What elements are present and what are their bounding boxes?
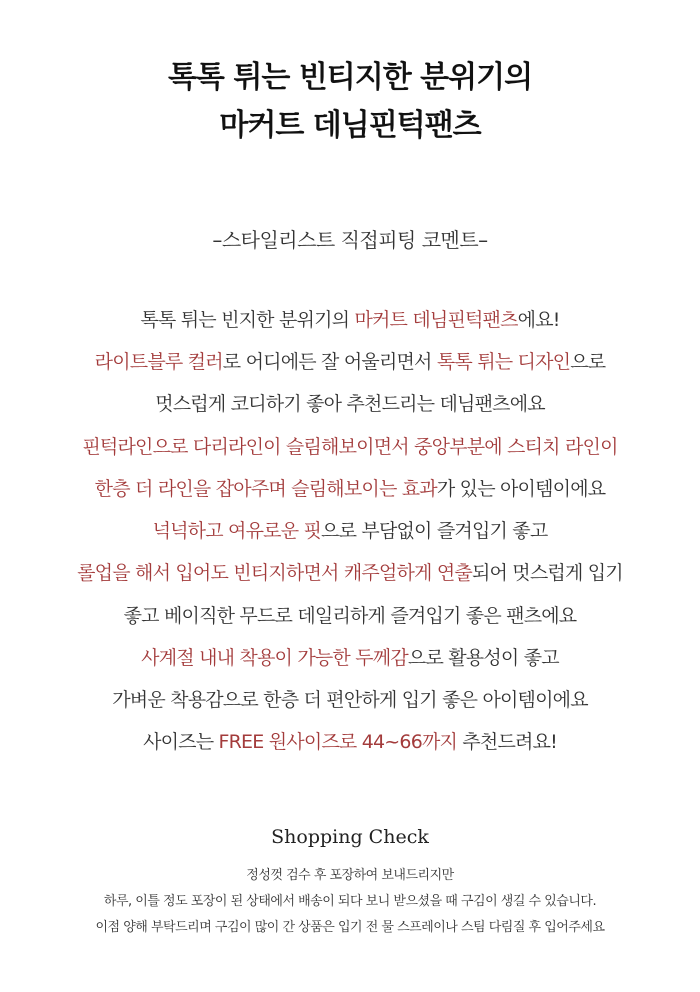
comment-text: 으로 [570, 351, 606, 373]
comment-line [0, 685, 700, 712]
comment-text: 에요! [517, 309, 560, 331]
comment-text: 톡톡 튀는 빈지한 분위기의 [140, 309, 355, 331]
comment-text: 좋고 베이직한 무드로 데일리하게 즐겨입기 좋은 팬츠에요 [123, 605, 577, 627]
comment-text: 로 어디에든 잘 어울리면서 [222, 351, 437, 373]
comment-line [0, 305, 700, 332]
comment-highlight: FREE 원사이즈로 44~66까지 [218, 731, 458, 753]
comment-highlight: 롤업을 해서 입어도 빈티지하면서 캐주얼하게 연출 [77, 562, 472, 584]
comment-text: 으로 부담없이 즐겨입기 좋고 [321, 520, 548, 542]
comment-text: 추천드려요! [457, 731, 557, 753]
comment-highlight: 톡톡 튀는 디자인 [436, 351, 571, 373]
comment-highlight: 라이트블루 컬러 [94, 351, 223, 373]
comment-line [0, 727, 700, 754]
comment-line [0, 516, 700, 543]
comment-line [0, 601, 700, 628]
comment-highlight: 핀턱라인으로 다리라인이 슬림해보이면서 중앙부분에 스티치 라인이 [82, 436, 618, 458]
comment-line [0, 558, 700, 585]
page-title-line-1: 톡톡 튀는 빈티지한 분위기의 [167, 60, 533, 95]
shopping-note-line: 하루, 이틀 정도 포장이 된 상태에서 배송이 되다 보니 받으셨을 때 구김이 생길 수 있습니다. [103, 894, 597, 909]
comment-text: 되어 멋스럽게 입기 [471, 562, 623, 584]
comment-highlight: 한층 더 라인을 잡아주며 슬림해보이는 효과 [94, 478, 437, 500]
comment-line [0, 643, 700, 670]
comment-highlight: 사계절 내내 착용이 가능한 두께감 [141, 647, 408, 669]
shopping-note-line: 정성껏 검수 후 포장하여 보내드리지만 [246, 868, 454, 883]
comment-text: 으로 활용성이 좋고 [407, 647, 559, 669]
comment-text: 가벼운 착용감으로 한층 더 편안하게 입기 좋은 아이템이에요 [112, 689, 588, 711]
comment-highlight: 마커트 데님핀턱팬츠 [354, 309, 518, 331]
comment-line [0, 347, 700, 374]
comment-text: 멋스럽게 코디하기 좋아 추천드리는 데님팬츠에요 [155, 393, 545, 415]
comment-text: 사이즈는 [143, 731, 219, 753]
page-title-line-2: 마커트 데님핀턱팬츠 [219, 108, 481, 143]
comment-line [0, 389, 700, 416]
comment-line [0, 432, 700, 459]
shopping-check-heading: Shopping Check [271, 826, 429, 848]
comment-line [0, 474, 700, 501]
comment-highlight: 넉넉하고 여유로운 핏 [152, 520, 322, 542]
shopping-note-line: 이점 양해 부탁드리며 구김이 많이 간 상품은 입기 전 물 스프레이나 스팀 다림질 후 입어주세요 [95, 920, 605, 935]
stylist-comment-heading: –스타일리스트 직접피팅 코멘트– [212, 228, 488, 252]
comment-text: 가 있는 아이템이에요 [436, 478, 606, 500]
